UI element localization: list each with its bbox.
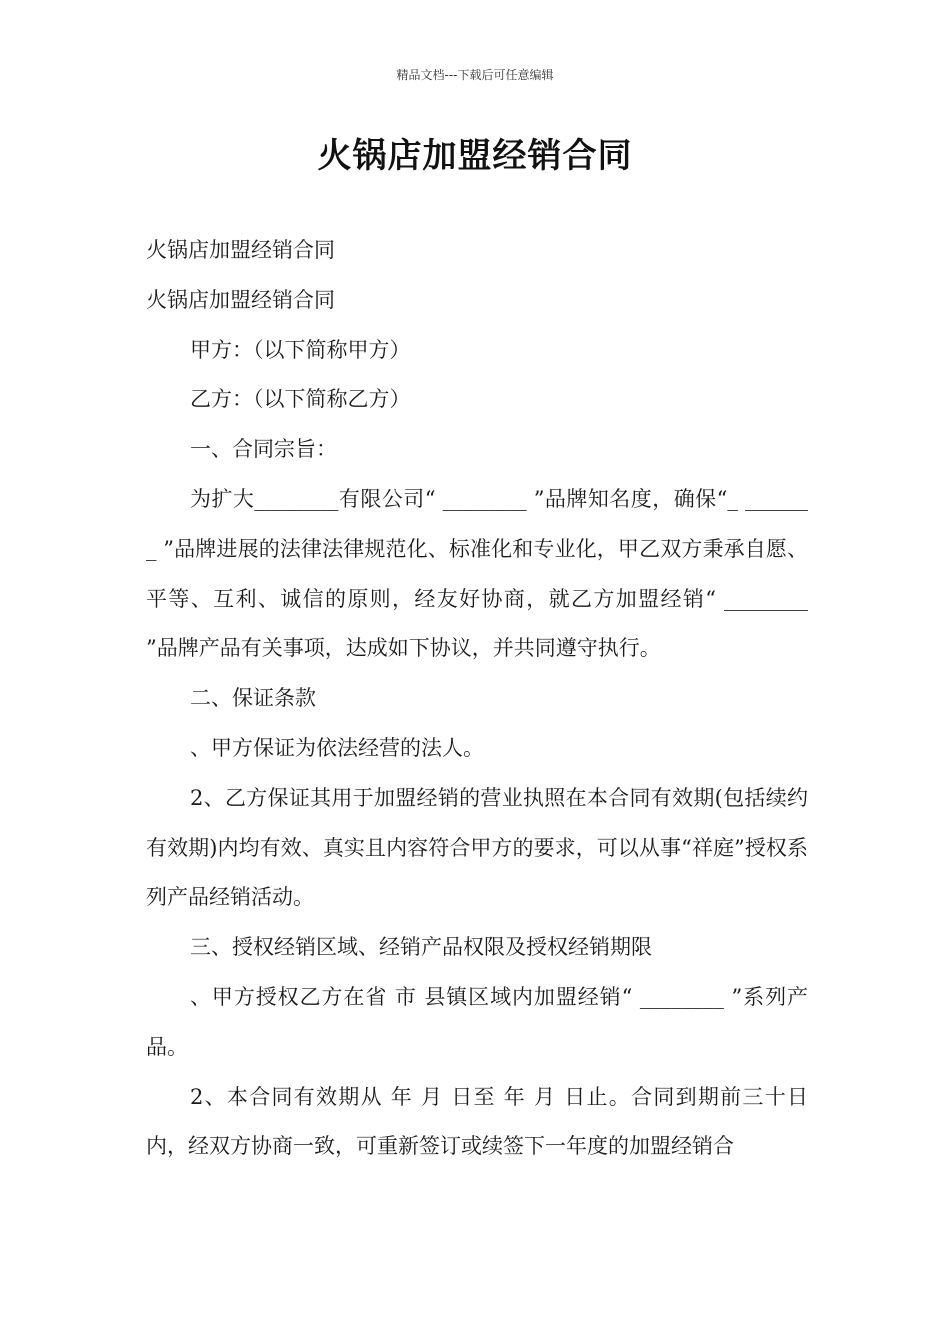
paragraph: 2、本合同有效期从 年 月 日至 年 月 日止。合同到期前三十日内，经双方协商一致，可重新签订或续签下一年度的加盟经销合 [146, 1084, 808, 1159]
paragraph: 2、乙方保证其用于加盟经销的营业执照在本合同有效期(包括续约有效期)内均有效、真实且内容符合甲方的要求，可以从事“祥庭”授权系列产品经销活动。 [146, 785, 808, 910]
header-note: 精品文档---下载后可任意编辑 [396, 68, 554, 82]
paragraph: 三、授权经销区域、经销产品权限及授权经销期限 [190, 935, 652, 960]
document-body [146, 226, 808, 1172]
paragraph: 二、保证条款 [190, 686, 316, 711]
paragraph: 、甲方授权乙方在省 市 县镇区域内加盟经销“ ________ ”系列产品。 [146, 984, 808, 1059]
paragraph: 、甲方保证为依法经营的法人。 [190, 735, 484, 760]
paragraph: 一、合同宗旨： [190, 437, 337, 462]
paragraph: 乙方：（以下简称乙方） [190, 387, 411, 412]
paragraph: 甲方：（以下简称甲方） [190, 337, 411, 362]
paragraph: 为扩大________有限公司“ ________ ”品牌知名度，确保“_ _______ ”品牌进展的法律法律规范化、标准化和专业化，甲乙双方秉承自愿、平等、互利、诚信的原则，经友好协商，就乙方加盟经销“ ________ ”品牌产品有关事项，达成如下协议，并共同遵守执行。 [146, 486, 808, 661]
document-title: 火锅店加盟经销合同 [317, 136, 633, 176]
paragraph: 火锅店加盟经销合同 [146, 238, 335, 262]
paragraph: 火锅店加盟经销合同 [146, 287, 335, 312]
